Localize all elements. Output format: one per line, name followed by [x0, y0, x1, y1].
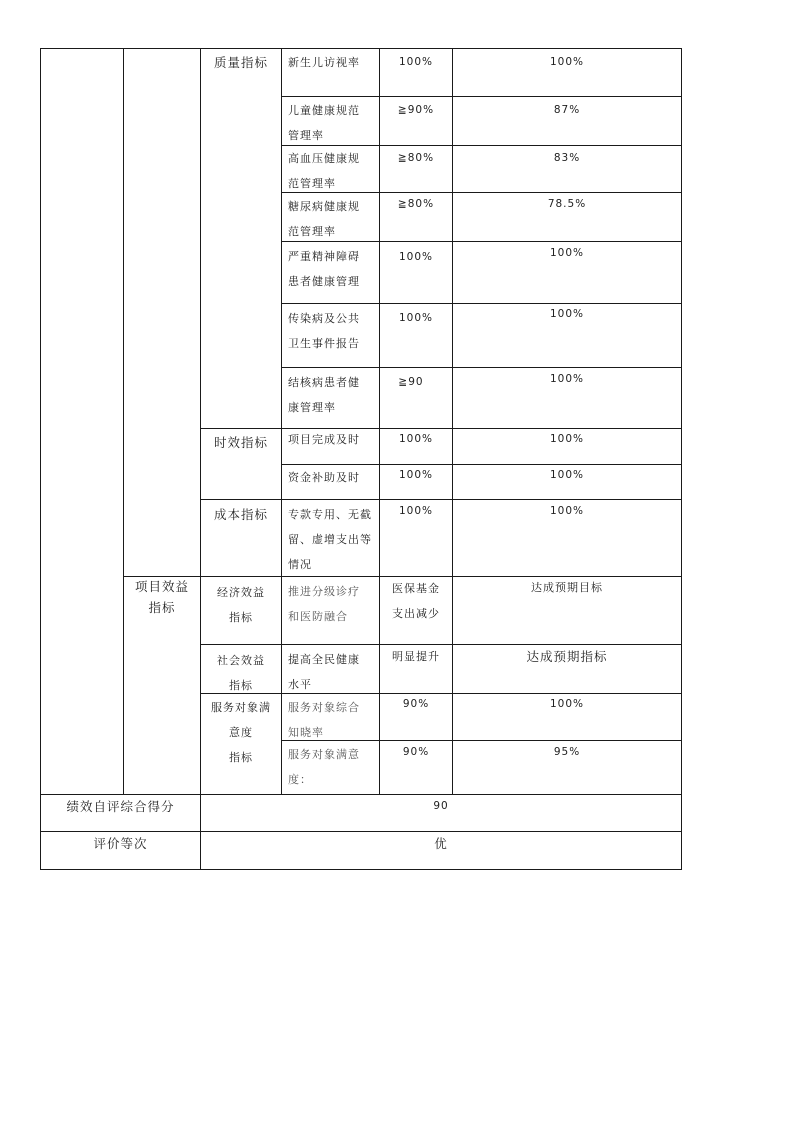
table-border-left: [40, 48, 41, 870]
actual-value: 100%: [549, 469, 585, 481]
row-line: [281, 96, 682, 97]
indicator-name: 传染病及公共 卫生事件报告: [288, 312, 360, 350]
timeliness-indicator-label: 时效指标: [213, 435, 268, 450]
social-benefit-label: 社会效益 指标: [217, 654, 265, 692]
indicator-name: 服务对象综合 知晓率: [288, 701, 360, 739]
actual-value: 78.5%: [547, 198, 587, 210]
table-border-right: [681, 48, 682, 870]
target-value: 100%: [398, 505, 434, 517]
actual-value: 95%: [553, 746, 581, 758]
target-value: ≧90: [398, 376, 424, 388]
target-value: ≧80%: [397, 152, 435, 164]
target-value: ≧80%: [397, 198, 435, 210]
table-border-top: [40, 48, 682, 49]
target-value: 明显提升: [392, 650, 440, 663]
benefit-indicator-label: 项目效益 指标: [134, 579, 189, 615]
actual-value: 87%: [553, 104, 581, 116]
score-value: 90: [433, 800, 449, 812]
actual-value: 100%: [549, 373, 585, 385]
actual-value: 100%: [549, 308, 585, 320]
grade-label: 评价等次: [93, 836, 148, 851]
indicator-name: 结核病患者健 康管理率: [288, 376, 360, 414]
target-value: 100%: [398, 251, 434, 263]
target-value: 医保基金 支出减少: [392, 582, 440, 620]
grade-value: 优: [434, 836, 448, 851]
target-value: 100%: [398, 56, 434, 68]
quality-indicator-label: 质量指标: [213, 55, 268, 70]
target-value: 100%: [398, 469, 434, 481]
indicator-name: 推进分级诊疗 和医防融合: [288, 585, 360, 623]
target-value: 90%: [402, 746, 430, 758]
indicator-name: 资金补助及时: [288, 471, 360, 484]
indicator-name: 提高全民健康 水平: [288, 653, 360, 691]
actual-value: 达成预期指标: [526, 649, 608, 664]
indicator-name: 严重精神障碍 患者健康管理: [288, 250, 360, 288]
actual-value: 达成预期目标: [531, 581, 603, 594]
satisfaction-label: 服务对象满 意度 指标: [211, 701, 271, 764]
economic-benefit-label: 经济效益 指标: [217, 586, 265, 624]
indicator-name: 糖尿病健康规 范管理率: [288, 200, 360, 238]
table-divider: [123, 48, 124, 795]
actual-value: 100%: [549, 433, 585, 445]
cost-indicator-label: 成本指标: [213, 507, 268, 522]
actual-value: 100%: [549, 56, 585, 68]
actual-value: 100%: [549, 698, 585, 710]
target-value: 100%: [398, 433, 434, 445]
indicator-name: 专款专用、无截 留、虚增支出等 情况: [288, 508, 372, 571]
indicator-name: 新生儿访视率: [288, 56, 360, 69]
indicator-name: 项目完成及时: [288, 433, 360, 446]
actual-value: 100%: [549, 247, 585, 259]
actual-value: 100%: [549, 505, 585, 517]
table-border-bottom: [40, 869, 682, 870]
indicator-name: 儿童健康规范 管理率: [288, 104, 360, 142]
target-value: 90%: [402, 698, 430, 710]
target-value: ≧90%: [397, 104, 435, 116]
indicator-name: 高血压健康规 范管理率: [288, 152, 360, 190]
indicator-name: 服务对象满意 度：: [288, 748, 360, 786]
actual-value: 83%: [553, 152, 581, 164]
score-label: 绩效自评综合得分: [66, 799, 175, 814]
table-divider: [281, 48, 282, 795]
target-value: 100%: [398, 312, 434, 324]
